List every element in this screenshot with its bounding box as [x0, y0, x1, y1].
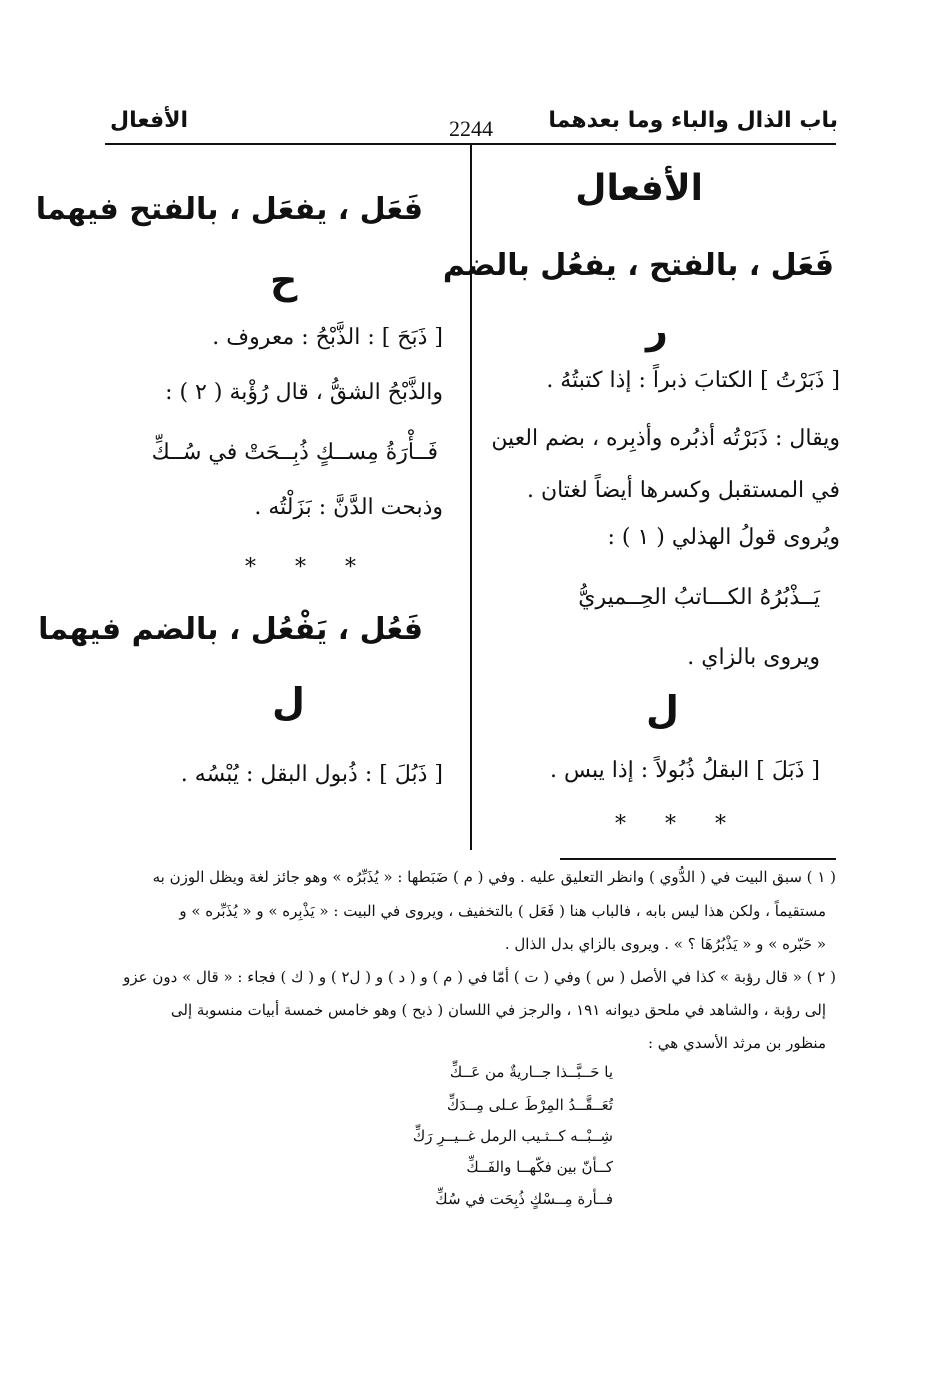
letter-heading: ل: [646, 688, 679, 732]
chapter-title: الأفعال: [575, 168, 703, 209]
entry-line: [ ذَبُلَ ] : ذُبول البقل : يُبْسُه .: [180, 762, 443, 787]
entry-line: والذَّبْحُ الشقُّ ، قال رُؤْبة ( ٢ ) :: [165, 380, 443, 405]
footnote-line: منظور بن مرثد الأسدي هي :: [647, 1034, 826, 1052]
section-heading: فَعَل ، بالفتح ، يفعُل بالضم: [442, 248, 834, 283]
running-head-right: باب الذال والباء وما بعدهما: [548, 108, 838, 133]
footnote-line: مستقيماً ، ولكن هذا ليس بابه ، فالباب هنا ( فَعَل ) بالتخفيف ، ويروى في البيت : « يَذْبِره » و « يُذَبِّره » و: [179, 902, 826, 920]
entry-line: [ ذَبَحَ ] : الذَّبْحُ : معروف .: [212, 325, 443, 350]
entry-line: [ ذَبَلَ ] البقلُ ذُبُولاً : إذا يبس .: [549, 758, 820, 783]
footnote-rule: [560, 858, 836, 860]
footnote-line: « حَبّره » و « يَذْبُرُهَا ؟ » . ويروى بالزاي بدل الذال .: [504, 935, 826, 953]
footnote-line: إلى رؤبة ، والشاهد في ملحق ديوانه ١٩١ ، والرجز في اللسان ( ذبح ) وهو خامس خمسة أبيات منسوبة إلى: [170, 1001, 826, 1019]
footnote-verse: كــأنّ بين فكّهــا والفَــكِّ: [466, 1158, 613, 1176]
section-separator: * * *: [615, 812, 742, 837]
page-number: 2244: [449, 116, 493, 141]
letter-heading: ح: [270, 258, 298, 302]
verse-line: فَــأْرَةُ مِســكٍ ذُبِــحَتْ في سُــكِّ: [151, 440, 438, 465]
section-heading: فَعَل ، يفعَل ، بالفتح فيهما: [35, 192, 423, 227]
entry-line: ويروى بالزاي .: [687, 645, 820, 670]
section-heading: فَعُل ، يَفْعُل ، بالضم فيهما: [38, 612, 423, 647]
verse-line: يَــذْبُرُهُ الكـــاتبُ الحِــميريُّ: [578, 585, 820, 610]
footnote-verse: شِــبْــه كــثـيب الرمل غــيــرِ رَكِّ: [412, 1127, 613, 1145]
footnote-verse: تُعَــقَّــدُ المِرْطَ عـلى مِــدَكِّ: [446, 1096, 613, 1114]
footnote-line: ( ٢ ) « قال رؤبة » كذا في الأصل ( س ) وفي ( ت ) أمّا في ( م ) و ( د ) و ( ل٢ ) و ( ك ) فجاء : « قال » دون عزو: [123, 968, 836, 986]
footnote-verse: يا حَــبَّــذا جــاريةٌ من عَــكِّ: [449, 1063, 613, 1081]
entry-line: ويُروى قولُ الهذلي ( ١ ) :: [607, 525, 840, 550]
entry-line: في المستقبل وكسرها أيضاً لغتان .: [526, 478, 840, 503]
entry-line: ويقال : ذَبَرْتُه أذبُره وأذبِره ، بضم العين: [491, 426, 840, 451]
section-separator: * * *: [245, 555, 372, 580]
letter-heading: ل: [272, 680, 305, 724]
footnote-line: ( ١ ) سبق البيت في ( الدُّوي ) وانظر التعليق عليه . وفي ( م ) ضَبَطها : « يُذَبِّرُه » وهو جائز لغة ويظل الوزن به: [152, 868, 836, 886]
letter-heading: ر: [646, 308, 668, 352]
running-head-left: الأفعال: [110, 108, 189, 133]
entry-line: [ ذَبَرْتُ ] الكتابَ ذبراً : إذا كتبتُهُ .: [546, 368, 840, 393]
footnote-verse: فــأرة مِــسْكٍ ذُبِحَت في سُكِّ: [435, 1190, 613, 1208]
entry-line: وذبحت الدَّنَّ : بَزَلْتُه .: [254, 495, 443, 520]
